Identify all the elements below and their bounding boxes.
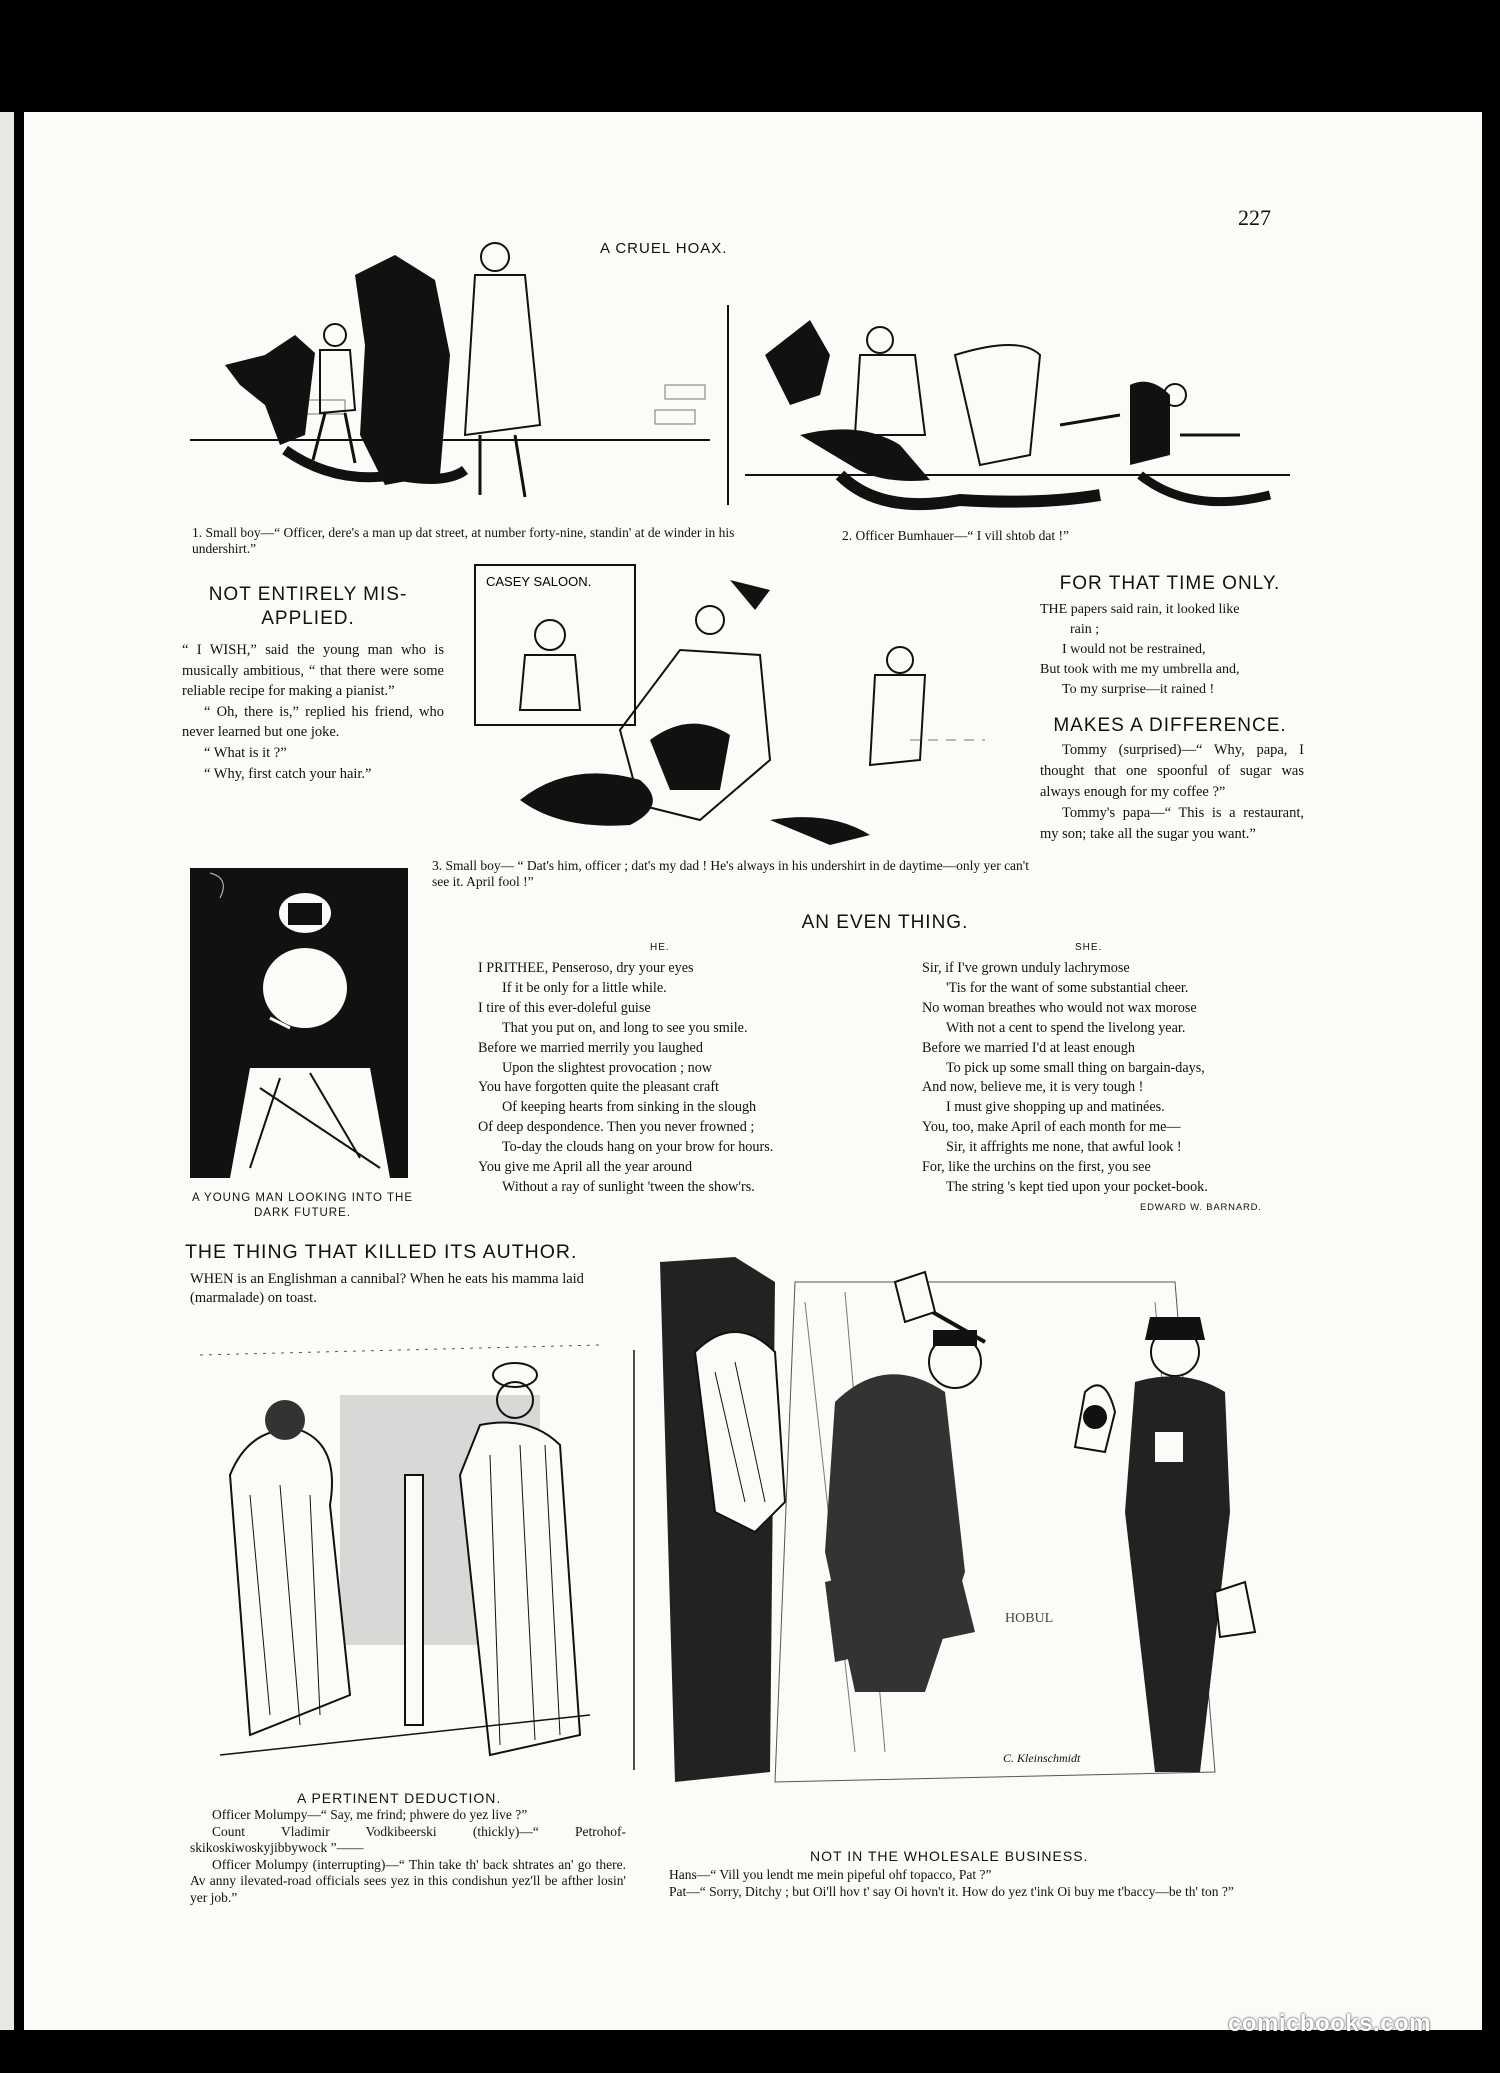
she-line-12: The string 's kept tied upon your pocket-book.: [946, 1178, 1208, 1195]
he-line-3: I tire of this ever-doleful guise: [478, 999, 651, 1016]
she-line-6: To pick up some small thing on bargain-days,: [946, 1059, 1205, 1076]
she-line-1: Sir, if I've grown unduly lachrymose: [922, 960, 1130, 976]
for-that-time-line-3: I would not be restrained,: [1062, 642, 1206, 657]
even-thing-he-poem: [478, 959, 898, 1198]
pertinent-illustration: [190, 1335, 610, 1790]
panel-divider: [726, 305, 730, 505]
even-thing-she-label: SHE.: [1075, 942, 1103, 953]
young-man-illustration: [190, 868, 408, 1178]
wall-text: HOBUL: [1005, 1611, 1054, 1626]
not-entirely-para-2: “ Oh, there is,” replied his friend, who never learned but one joke.: [182, 703, 444, 741]
pertinent-line-3: Officer Molumpy (interrupting)—“ Thin take th' back shtrates an' go there. Av anny ilevated-road officials sees yez in this condishun yez'll be afther losin' yer job.”: [190, 1856, 626, 1905]
he-line-10: To-day the clouds hang on your brow for hours.: [502, 1139, 774, 1156]
he-line-6: Upon the slightest provocation ; now: [502, 1059, 713, 1076]
he-line-11: You give me April all the year around: [478, 1159, 693, 1176]
she-line-2: 'Tis for the want of some substantial cheer.: [946, 979, 1189, 996]
thing-killed-text: WHEN is an Englishman a cannibal? When he eats his mamma laid (marmalade) on toast.: [190, 1271, 584, 1306]
wholesale-line-2: Pat—“ Sorry, Ditchy ; but Oi'll hov t' say Oi hovn't it. How do yez t'ink Oi buy me t'baccy—be th' ton ?”: [669, 1884, 1234, 1899]
not-entirely-para-4: “ Why, first catch your hair.”: [204, 765, 372, 782]
makes-difference-body: [1040, 740, 1304, 845]
window-sign: CASEY SALOON.: [486, 574, 592, 589]
not-entirely-para-3: “ What is it ?”: [204, 744, 287, 761]
for-that-time-line-5: To my surprise—it rained !: [1062, 682, 1215, 697]
cruel-hoax-title: A CRUEL HOAX.: [600, 240, 728, 257]
she-line-5: Before we married I'd at least enough: [922, 1039, 1135, 1056]
wholesale-title: NOT IN THE WHOLESALE BUSINESS.: [810, 1848, 1089, 1864]
he-line-2: If it be only for a little while.: [502, 979, 667, 996]
wholesale-dialogue: [647, 1866, 1317, 1900]
makes-difference-para-1: Tommy (surprised)—“ Why, papa, I thought that one spoonful of sugar was always enough for my coffee ?”: [1040, 742, 1304, 800]
even-thing-title: AN EVEN THING.: [801, 912, 969, 933]
page-gutter: [0, 112, 14, 2030]
even-thing-he-label: HE.: [650, 942, 670, 953]
not-entirely-para-1: “ I WISH,” said the young man who is musically ambitious, “ that there were some reliable recipe for making a pianist.”: [182, 642, 444, 700]
for-that-time-line-4: But took with me my umbrella and,: [1040, 662, 1240, 677]
she-line-10: Sir, it affrights me none, that awful look !: [946, 1139, 1182, 1156]
for-that-time-title: FOR THAT TIME ONLY.: [1059, 573, 1281, 594]
he-line-12: Without a ray of sunlight 'tween the show'rs.: [502, 1178, 755, 1195]
cruel-hoax-caption-1: 1. Small boy—“ Officer, dere's a man up dat street, at number forty-nine, standin' at de winder in his undershirt.”: [192, 525, 735, 556]
makes-difference-title: MAKES A DIFFERENCE.: [1053, 715, 1287, 736]
cruel-hoax-caption-2: 2. Officer Bumhauer—“ I vill shtob dat !”: [842, 528, 1069, 543]
artist-signature: C. Kleinschmidt: [1003, 1751, 1081, 1765]
thing-killed-title: THE THING THAT KILLED ITS AUTHOR.: [185, 1241, 578, 1263]
she-line-7: And now, believe me, it is very tough !: [922, 1079, 1144, 1096]
pertinent-dialogue: [190, 1807, 626, 1906]
he-line-5: Before we married merrily you laughed: [478, 1039, 703, 1056]
section-divider: [633, 1350, 636, 1770]
for-that-time-line-1: THE papers said rain, it looked like: [1040, 602, 1240, 617]
wholesale-line-1: Hans—“ Vill you lendt me mein pipeful ohf topacco, Pat ?”: [669, 1867, 992, 1882]
she-line-3: No woman breathes who would not wax morose: [922, 999, 1197, 1016]
cruel-hoax-panel-2: [740, 285, 1300, 520]
she-line-4: With not a cent to spend the livelong year.: [946, 1019, 1186, 1036]
she-line-11: For, like the urchins on the first, you see: [922, 1159, 1151, 1176]
even-thing-author: EDWARD W. BARNARD.: [1140, 1202, 1262, 1213]
she-line-8: I must give shopping up and matinées.: [946, 1099, 1165, 1116]
he-line-1: I PRITHEE, Penseroso, dry your eyes: [478, 960, 694, 976]
watermark: comicbooks.com: [1228, 2010, 1432, 2037]
cruel-hoax-panel-3: [470, 560, 990, 860]
wholesale-illustration: [655, 1252, 1280, 1802]
pertinent-line-2: Count Vladimir Vodkibeerski (thickly)—“ Petrohof-skikoskiwoskyjibbywock ”——: [190, 1823, 626, 1855]
for-that-time-poem: [1040, 600, 1302, 700]
even-thing-she-poem: [922, 959, 1282, 1198]
young-man-caption: A YOUNG MAN LOOKING INTO THE DARK FUTURE.: [192, 1192, 413, 1219]
she-line-9: You, too, make April of each month for me—: [922, 1119, 1181, 1136]
cruel-hoax-panel-1: [185, 235, 715, 520]
pertinent-title: A PERTINENT DEDUCTION.: [297, 1790, 502, 1806]
page-number: 227: [1238, 205, 1271, 230]
he-line-4: That you put on, and long to see you smile.: [502, 1019, 748, 1036]
not-entirely-body: [182, 640, 444, 784]
he-line-9: Of deep despondence. Then you never frowned ;: [478, 1119, 755, 1136]
cruel-hoax-caption-3: 3. Small boy— “ Dat's him, officer ; dat's my dad ! He's always in his undershirt in de daytime—only yer can't see it. April fool !”: [432, 858, 1029, 889]
makes-difference-para-2: Tommy's papa—“ This is a restaurant, my son; take all the sugar you want.”: [1040, 805, 1304, 842]
for-that-time-line-2: rain ;: [1070, 622, 1100, 637]
not-entirely-title: NOT ENTIRELY MIS-APPLIED.: [208, 584, 408, 629]
he-line-7: You have forgotten quite the pleasant craft: [478, 1079, 719, 1096]
pertinent-line-1: Officer Molumpy—“ Say, me frind; phwere do yez live ?”: [212, 1807, 528, 1822]
he-line-8: Of keeping hearts from sinking in the slough: [502, 1099, 757, 1116]
